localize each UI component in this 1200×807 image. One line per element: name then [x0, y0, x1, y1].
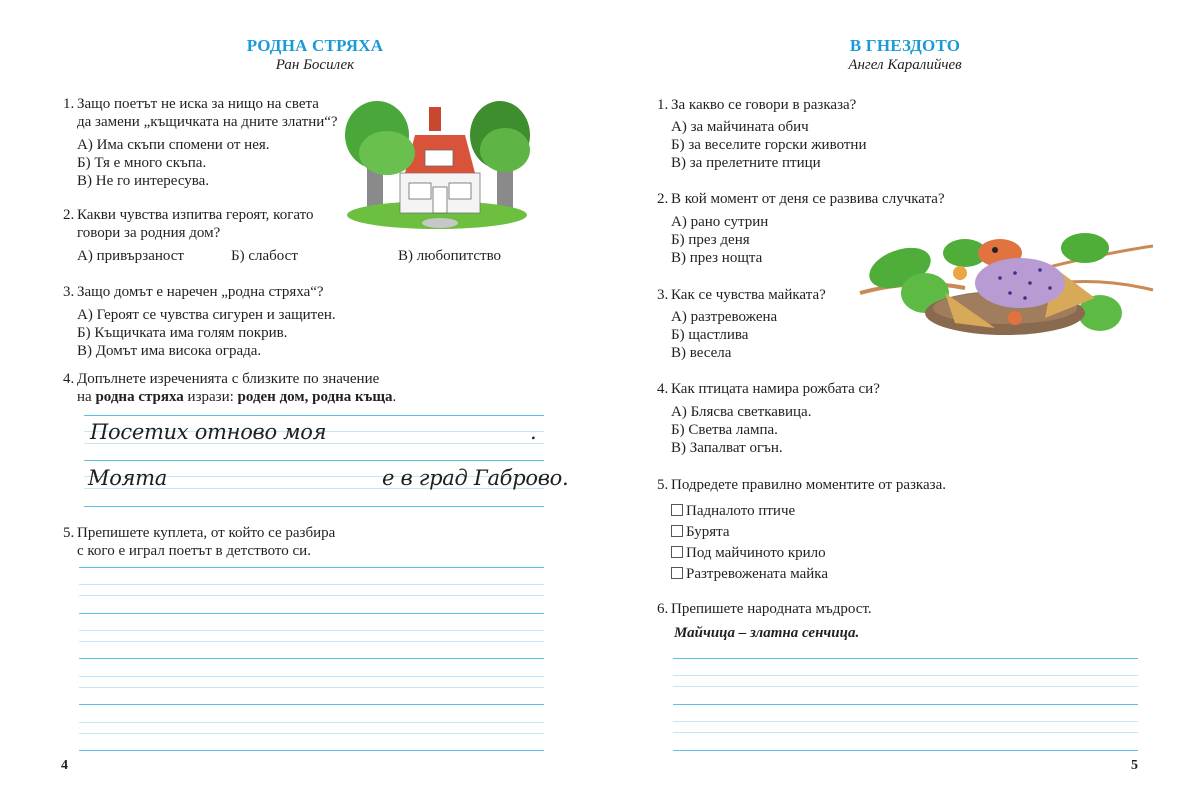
question-4: 4. Допълнете изреченията с близките по значение на родна стряха изрази: роден дом, родна къща.: [63, 371, 397, 405]
question-3: 3. Защо домът е наречен „родна стряха“?: [63, 284, 324, 300]
writing-line: [79, 613, 544, 614]
question-4-option-a[interactable]: А) Блясва светкавица.: [671, 404, 812, 420]
question-1-option-b[interactable]: Б) за веселите горски животни: [671, 137, 867, 153]
question-1-option-c[interactable]: В) Не го интересува.: [77, 173, 210, 189]
question-1-option-b[interactable]: Б) Тя е много скъпа.: [77, 155, 207, 171]
order-checkbox[interactable]: [671, 525, 683, 537]
proverb-text: Майчица – златна сенчица.: [674, 625, 860, 641]
page-number: 5: [1131, 758, 1138, 773]
writing-line: [673, 721, 1138, 722]
writing-line: [79, 676, 544, 677]
writing-line: [79, 722, 544, 723]
writing-line: [673, 686, 1138, 687]
writing-line: [84, 506, 544, 507]
order-item-3[interactable]: Под майчиното крило: [671, 544, 826, 562]
writing-line: [79, 584, 544, 585]
question-2-option-a[interactable]: А) привързаност: [77, 248, 184, 264]
question-3-option-b[interactable]: Б) щастлива: [671, 327, 749, 343]
question-5: 5. Подредете правилно моментите от разказа.: [657, 477, 946, 493]
order-item-2[interactable]: Бурята: [671, 523, 730, 541]
question-3-option-c[interactable]: В) Домът има висока ограда.: [77, 343, 262, 359]
question-3-option-b[interactable]: Б) Къщичката има голям покрив.: [77, 325, 288, 341]
order-checkbox[interactable]: [671, 546, 683, 558]
writing-line: [673, 750, 1138, 751]
question-1-option-a[interactable]: А) Има скъпи спомени от нея.: [77, 137, 270, 153]
bird-nest-illustration-icon: [855, 228, 1155, 343]
question-6: 6. Препишете народната мъдрост.: [657, 601, 872, 617]
house-illustration-icon: [345, 95, 530, 230]
writing-line: [673, 658, 1138, 659]
writing-line: [673, 675, 1138, 676]
question-3-option-c[interactable]: В) весела: [671, 345, 732, 361]
question-1-option-c[interactable]: В) за прелетните птици: [671, 155, 821, 171]
page-title: РОДНА СТРЯХА: [246, 36, 384, 55]
writing-line: [84, 460, 544, 461]
page-title: В ГНЕЗДОТО: [849, 36, 961, 55]
writing-line: [79, 704, 544, 705]
order-checkbox[interactable]: [671, 567, 683, 579]
question-2-option-a[interactable]: А) рано сутрин: [671, 214, 769, 230]
order-item-1[interactable]: Падналото птиче: [671, 502, 795, 520]
writing-line: [673, 704, 1138, 705]
writing-line: [79, 750, 544, 751]
page-number: 4: [61, 758, 68, 773]
question-1: 1. За какво се говори в разказа?: [657, 97, 857, 113]
author-name: Ран Босилек: [275, 57, 355, 73]
question-5: 5. Препишете куплета, от който се разбира с кого е играл поетът в детството си.: [63, 525, 336, 559]
question-3-option-a[interactable]: А) разтревожена: [671, 309, 778, 325]
question-2-option-b[interactable]: Б) през деня: [671, 232, 750, 248]
question-3: 3. Как се чувства майката?: [657, 287, 826, 303]
question-2: 2. Какви чувства изпитва героят, когато говори за родния дом?: [63, 207, 314, 241]
question-2-option-c[interactable]: В) през нощта: [671, 250, 763, 266]
writing-line: [79, 733, 544, 734]
handwriting-sentence-1-end: .: [530, 420, 537, 444]
right-page: [600, 0, 1200, 807]
question-2-option-c[interactable]: В) любопитство: [398, 248, 502, 264]
author-name: Ангел Каралийчев: [848, 57, 962, 73]
writing-line: [79, 658, 544, 659]
writing-line: [673, 732, 1138, 733]
question-1-option-a[interactable]: А) за майчината обич: [671, 119, 809, 135]
writing-line: [79, 687, 544, 688]
writing-line: [79, 567, 544, 568]
question-4: 4. Как птицата намира рожбата си?: [657, 381, 880, 397]
question-2: 2. В кой момент от деня се развива случката?: [657, 191, 945, 207]
question-3-option-a[interactable]: А) Героят се чувства сигурен и защитен.: [77, 307, 336, 323]
handwriting-sentence-1: Посетих отново моя: [90, 420, 327, 444]
order-item-4[interactable]: Разтревожената майка: [671, 565, 828, 583]
question-4-option-c[interactable]: В) Запалват огън.: [671, 440, 783, 456]
question-4-option-b[interactable]: Б) Светва лампа.: [671, 422, 778, 438]
question-1: 1. Защо поетът не иска за нищо на света да замени „къщичката на дните златни“?: [63, 96, 338, 130]
writing-line: [84, 415, 544, 416]
writing-line: [79, 595, 544, 596]
writing-line: [79, 630, 544, 631]
order-checkbox[interactable]: [671, 504, 683, 516]
writing-line: [79, 641, 544, 642]
question-2-option-b[interactable]: Б) слабост: [231, 248, 298, 264]
handwriting-sentence-2: Моята: [88, 466, 167, 490]
handwriting-sentence-2-end: е в град Габрово.: [382, 466, 569, 490]
